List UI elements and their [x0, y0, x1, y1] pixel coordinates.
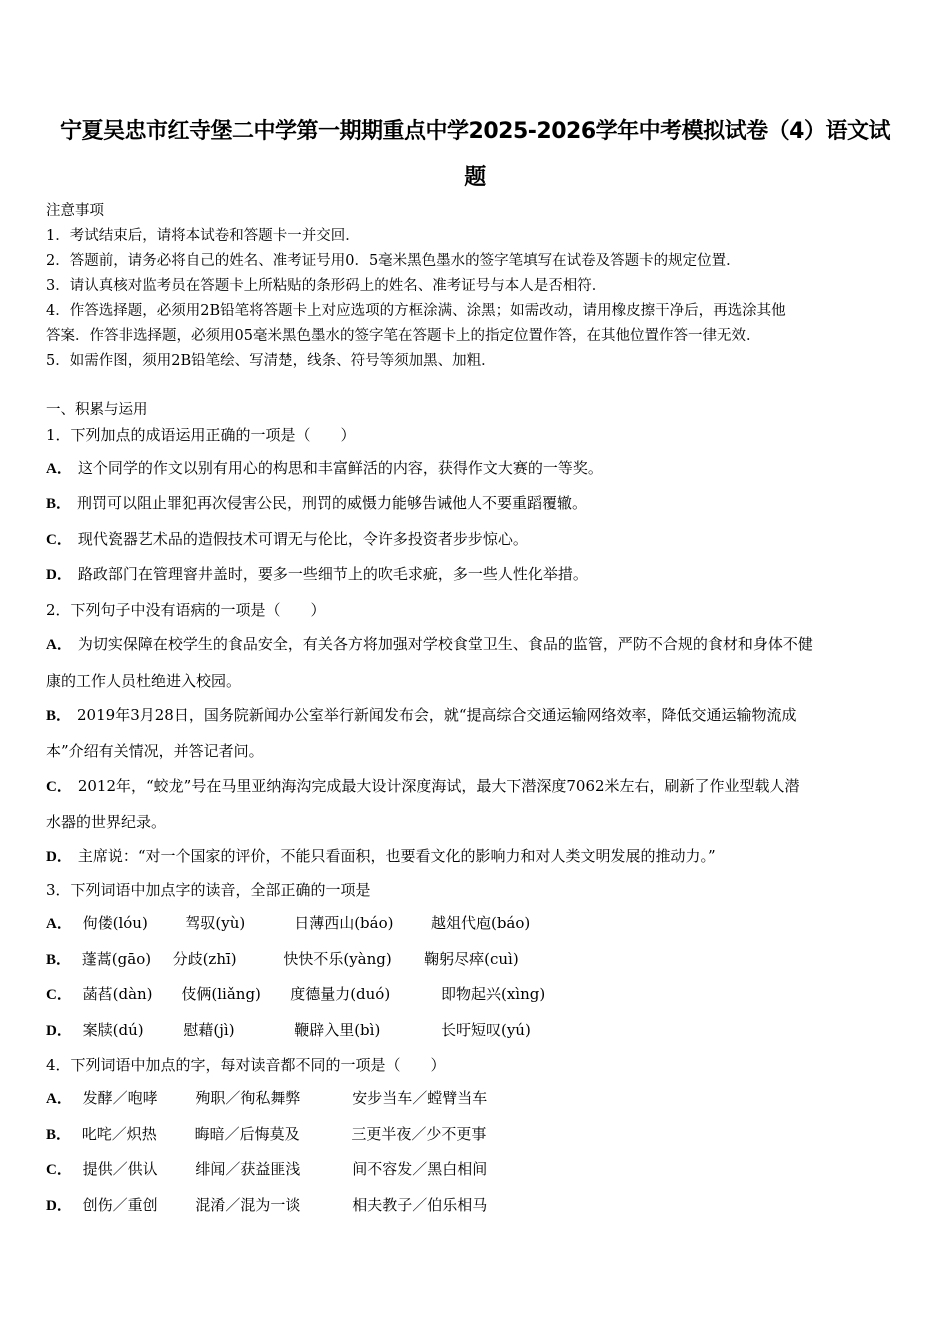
word-item: 菡萏(dàn) — [82, 985, 153, 1003]
question-4-option-d — [46, 1195, 487, 1216]
option-label: C． — [46, 532, 72, 548]
word-item: 日薄西山(báo) — [294, 914, 394, 932]
option-text: 为切实保障在校学生的食品安全，有关各方将加强对学校食堂卫生、食品的监管，严防不合规的食材和身体不健 — [77, 635, 813, 653]
question-4-stem: 4．下列词语中加点的字，每对读音都不同的一项是（ ） — [46, 1056, 446, 1074]
option-label: A． — [46, 461, 72, 477]
notice-item: 1．考试结束后，请将本试卷和答题卡一并交回． — [46, 228, 360, 244]
notice-item: 3．请认真核对监考员在答题卡上所粘贴的条形码上的姓名、准考证号与本人是否相符． — [46, 278, 607, 294]
question-1-option-a — [46, 458, 603, 479]
word-item: 伎俩(liǎng) — [181, 985, 261, 1003]
option-text: 2019年3月28日，国务院新闻办公室举行新闻发布会，就“提高综合交通运输网络效率，降低交通运输物流成 — [77, 706, 797, 724]
question-3-option-b — [46, 949, 519, 970]
option-text: 主席说：“对一个国家的评价，不能只看面积，也要看文化的影响力和对人类文明发展的推动力。” — [77, 847, 716, 865]
section-heading: 一、积累与运用 — [46, 402, 148, 418]
option-text: 2012年，“蛟龙”号在马里亚纳海沟完成最大设计深度海试，最大下潜深度7062米左右，刷新了作业型载人潜 — [77, 777, 800, 795]
question-2-option-c — [46, 776, 800, 797]
question-1-option-c — [46, 529, 528, 550]
question-3-option-c — [46, 984, 545, 1005]
word-item: 蓬蒿(gāo) — [81, 950, 152, 968]
question-4-option-a — [46, 1088, 487, 1109]
notice-heading: 注意事项 — [46, 203, 104, 219]
word-item: 分歧(zhī) — [172, 950, 237, 968]
notice-item: 答案．作答非选择题，必须用05毫米黑色墨水的签字笔在答题卡上的指定位置作答，在其他位置作答一律无效． — [46, 328, 761, 344]
word-item: 案牍(dú) — [82, 1021, 144, 1039]
word-item: 晦暗／后悔莫及 — [194, 1125, 300, 1143]
word-item: 度德量力(duó) — [290, 985, 391, 1003]
option-label: C． — [46, 987, 72, 1003]
word-item: 创伤／重创 — [82, 1196, 158, 1214]
notice-item: 4．作答选择题，必须用2B铅笔将答题卡上对应选项的方框涂满、涂黑；如需改动，请用橡皮擦干净后，再选涂其他 — [46, 303, 786, 319]
question-1-option-b — [46, 493, 587, 514]
option-label: D． — [46, 1023, 72, 1039]
question-2-stem: 2．下列句子中没有语病的一项是（ ） — [46, 601, 326, 619]
option-label: C． — [46, 779, 72, 795]
option-label: B． — [46, 952, 72, 968]
option-label: D． — [46, 849, 72, 865]
option-label: A． — [46, 637, 72, 653]
option-text: 现代瓷器艺术品的造假技术可谓无与伦比，令许多投资者步步惊心。 — [77, 530, 528, 548]
question-4-option-c — [46, 1159, 487, 1180]
word-item: 叱咤／炽热 — [81, 1125, 157, 1143]
question-4-option-b — [46, 1124, 486, 1145]
word-item: 安步当车／螳臂当车 — [352, 1089, 488, 1107]
option-label: A． — [46, 916, 72, 932]
word-item: 慰藉(jì) — [183, 1021, 235, 1039]
exam-title-line2: 题 — [464, 165, 486, 190]
question-2-option-b — [46, 705, 797, 726]
option-label: C． — [46, 1162, 72, 1178]
question-2-option-a — [46, 634, 813, 655]
option-text: 刑罚可以阻止罪犯再次侵害公民，刑罚的威慑力能够告诫他人不要重蹈覆辙。 — [77, 494, 588, 512]
option-label: D． — [46, 567, 72, 583]
word-item: 绯闻／获益匪浅 — [195, 1160, 301, 1178]
word-item: 即物起兴(xìng) — [440, 985, 546, 1003]
exam-title-line1: 宁夏吴忠市红寺堡二中学第一期期重点中学2025-2026学年中考模拟试卷（4）语文试 — [60, 119, 890, 144]
question-2-option-b-cont: 本”介绍有关情况，并答记者问。 — [46, 742, 264, 760]
word-item: 驾驭(yù) — [185, 914, 246, 932]
word-item: 发酵／咆哮 — [82, 1089, 158, 1107]
word-item: 殉职／徇私舞弊 — [195, 1089, 301, 1107]
option-label: D． — [46, 1198, 72, 1214]
word-item: 佝偻(lóu) — [82, 914, 148, 932]
notice-item: 2．答题前，请务必将自己的姓名、准考证号用0．5毫米黑色墨水的签字笔填写在试卷及答题卡的规定位置． — [46, 253, 741, 269]
question-3-stem: 3．下列词语中加点字的读音，全部正确的一项是 — [46, 881, 371, 899]
word-item: 越俎代庖(báo) — [430, 914, 531, 932]
notice-item: 5．如需作图，须用2B铅笔绘、写清楚，线条、符号等须加黑、加粗． — [46, 353, 496, 369]
question-2-option-d — [46, 846, 716, 867]
question-1-option-d — [46, 564, 588, 585]
option-text: 路政部门在管理窨井盖时，要多一些细节上的吹毛求疵，多一些人性化举措。 — [77, 565, 588, 583]
question-2-option-c-cont: 水器的世界纪录。 — [46, 813, 167, 831]
word-item: 快快不乐(yàng) — [283, 950, 392, 968]
word-item: 鞠躬尽瘁(cuì) — [424, 950, 519, 968]
option-label: B． — [46, 496, 72, 512]
word-item: 混淆／混为一谈 — [195, 1196, 301, 1214]
word-item: 长吁短叹(yú) — [440, 1021, 531, 1039]
word-item: 鞭辟入里(bì) — [294, 1021, 381, 1039]
option-label: A． — [46, 1091, 72, 1107]
word-item: 三更半夜／少不更事 — [351, 1125, 487, 1143]
question-2-option-a-cont: 康的工作人员杜绝进入校园。 — [46, 672, 242, 690]
option-label: B． — [46, 1127, 72, 1143]
question-3-option-d — [46, 1020, 531, 1041]
question-3-option-a — [46, 913, 530, 934]
word-item: 提供／供认 — [82, 1160, 158, 1178]
question-1-stem: 1．下列加点的成语运用正确的一项是（ ） — [46, 426, 356, 444]
option-text: 这个同学的作文以别有用心的构思和丰富鲜活的内容，获得作文大赛的一等奖。 — [77, 459, 603, 477]
option-label: B． — [46, 708, 72, 724]
word-item: 间不容发／黑白相间 — [352, 1160, 488, 1178]
word-item: 相夫教子／伯乐相马 — [352, 1196, 488, 1214]
